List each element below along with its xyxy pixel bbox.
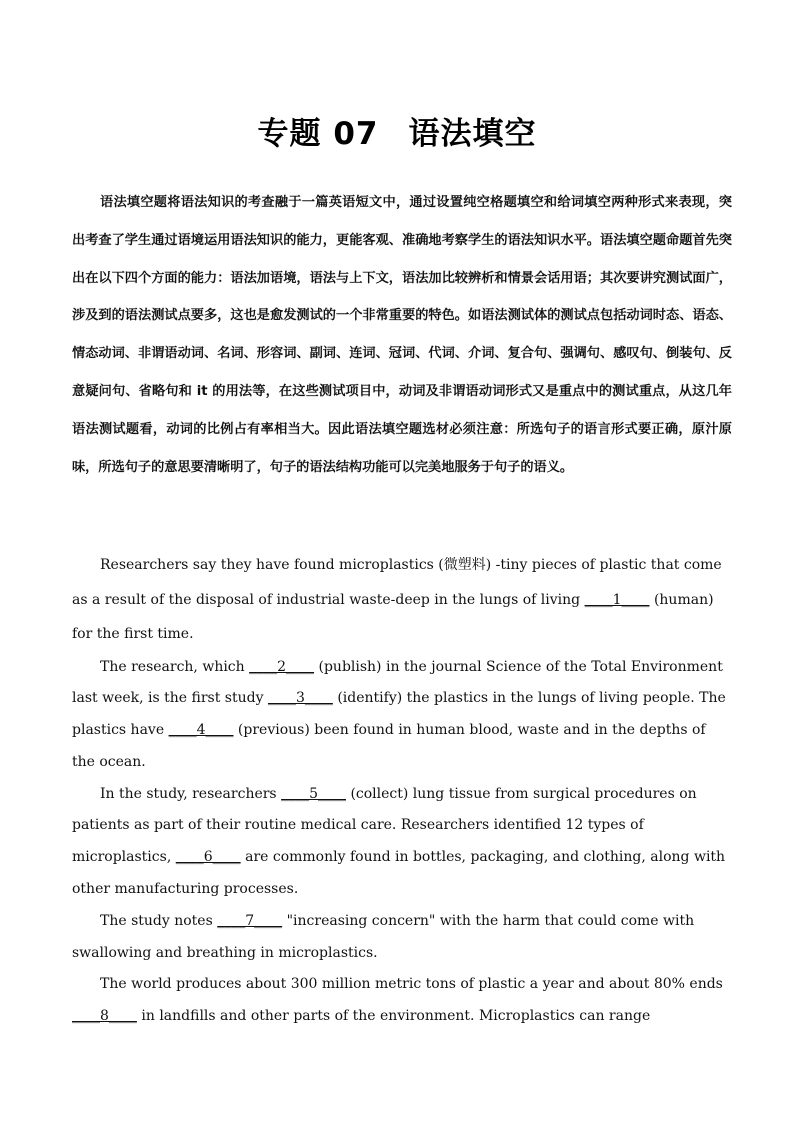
passage-paragraph-4 (72, 906, 732, 970)
title-topic-name: 语法填空 (408, 116, 537, 152)
passage-text: (publish) in the journal Science of the Total Environment last week, is the first study (72, 658, 723, 707)
passage-text: In the study, researchers (100, 785, 282, 802)
passage-text: "increasing concern" with the harm that could come with swallowing and breathing in microplastics. (72, 912, 695, 961)
blank-2: ____2____ (249, 658, 315, 675)
passage-text: (human) for the first time. (72, 591, 714, 642)
passage-text: (identify) the plastics in the lungs of living people. The plastics have (72, 690, 726, 739)
blank-6: ____6____ (175, 849, 241, 866)
blank-7: ____7____ (217, 912, 283, 929)
passage-text: in landfills and other parts of the environment. Microplastics can range (136, 1008, 651, 1025)
page-title (0, 108, 794, 153)
passage-paragraph-5 (72, 969, 732, 1033)
passage-paragraph-3 (72, 779, 732, 906)
passage-text: Researchers say they have found microplastics (微塑料) -tiny pieces of plastic that come as a result of the disposal of industrial waste-deep in the lungs of living (72, 557, 722, 608)
passage-text: are commonly found in bottles, packaging, and clothing, along with other manufacturing processes. (72, 849, 726, 898)
passage-text: The world produces about 300 million metric tons of plastic a year and about 80% ends (100, 976, 723, 993)
blank-1: ____1____ (584, 591, 650, 608)
passage-text: (collect) lung tissue from surgical procedures on patients as part of their routine medical care. Researchers identified 12 types of microplastics, (72, 785, 697, 866)
passage-text: The study notes (100, 912, 218, 929)
reading-passage (72, 548, 732, 1033)
passage-paragraph-1 (72, 548, 732, 652)
blank-3: ____3____ (267, 690, 333, 707)
intro-paragraph: 语法填空题将语法知识的考查融于一篇英语短文中，通过设置纯空格题填空和给词填空两种形式来表现，突出考查了学生通过语境运用语法知识的能力，更能客观、准确地考察学生的语法知识水平。语法填空题命题首先突出在以下四个方面的能力：语法加语境，语法与上下文，语法加比较辨析和情景会话用语；其次要讲究测试面广，涉及到的语法测试点要多，这也是愈发测试的一个非常重要的特色。如语法测试体的测试点包括动词时态、语态、情态动词、非谓语动词、名词、形容词、副词、连词、冠词、代词、介词、复合句、强调句、感叹句、倒装句、反意疑问句、省略句和 it 的用法等，在这些测试项目中，动词及非谓语动词形式又是重点中的测试重点，从这几年语法测试题看，动词的比例占有率相当大。因此语法填空题选材必须注意：所选句子的语言形式要正确，原汁原味，所选句子的意思要清晰明了，句子的语法结构功能可以完美地服务于句子的语义。 (72, 195, 732, 475)
passage-text: The research, which (100, 658, 250, 675)
passage-text: (previous) been found in human blood, waste and in the depths of the ocean. (72, 722, 706, 770)
blank-8: ____8____ (72, 1008, 137, 1025)
passage-paragraph-2 (72, 652, 732, 779)
title-topic-number: 专题 07 (257, 116, 379, 152)
blank-5: ____5____ (281, 785, 346, 802)
blank-4: ____4____ (168, 722, 234, 739)
